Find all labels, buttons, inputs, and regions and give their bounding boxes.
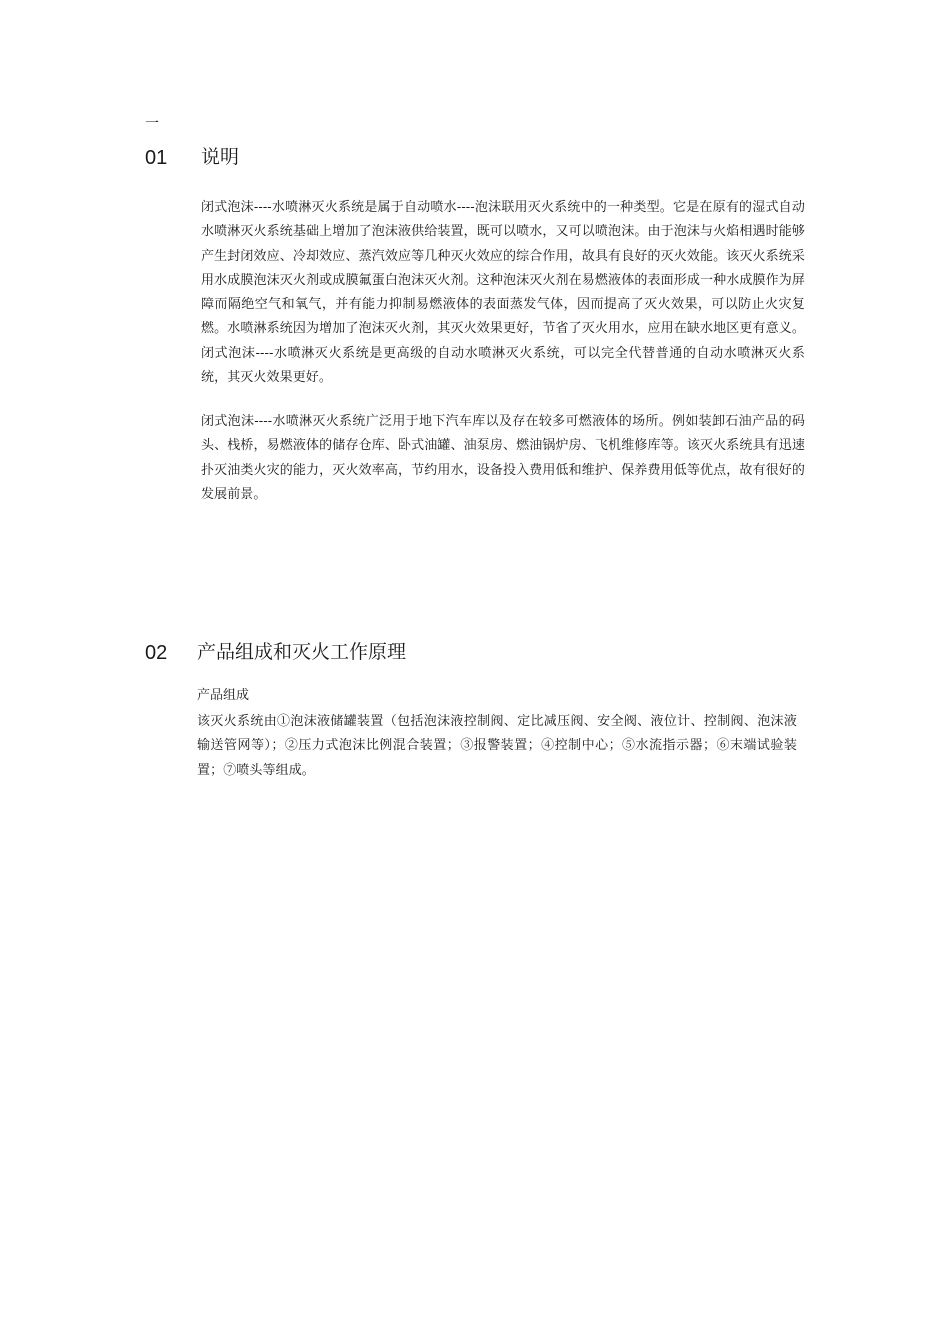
section-number: 02	[145, 642, 168, 664]
section-paragraph: 闭式泡沫----水喷淋灭火系统广泛用于地下汽车库以及存在较多可燃液体的场所。例如装卸石油产品的码头、栈桥，易燃液体的储存仓库、卧式油罐、油泵房、燃油锅炉房、飞机维修库等。该灭火系统具有迅速扑灭油类火灾的能力，灭火效率高，节约用水，设备投入费用低和维护、保养费用低等优点，故有很好的发展前景。	[201, 414, 805, 502]
section-number: 01	[145, 147, 168, 169]
section-paragraph: 闭式泡沫----水喷淋灭火系统是属于自动喷水----泡沫联用灭火系统中的一种类型。它是在原有的湿式自动水喷淋灭火系统基础上增加了泡沫液供给装置，既可以喷水，又可以喷泡沫。由于泡沫与火焰相遇时能够产生封闭效应、冷却效应、蒸汽效应等几种灭火效应的综合作用，故具有良好的灭火效能。该灭火系统采用水成膜泡沫灭火剂或成膜氟蛋白泡沫灭火剂。这种泡沫灭火剂在易燃液体的表面形成一种水成膜作为屏障而隔绝空气和氧气，并有能力抑制易燃液体的表面蒸发气体，因而提高了灭火效果，可以防止火灾复燃。水喷淋系统因为增加了泡沫灭火剂，其灭火效果更好，节省了灭火用水，应用在缺水地区更有意义。闭式泡沫----水喷淋灭火系统是更高级的自动水喷淋灭火系统，可以完全代替普通的自动水喷淋灭火系统，其灭火效果更好。	[201, 200, 805, 386]
header-dash: 一	[145, 116, 159, 132]
section-paragraph: 该灭火系统由①泡沫液储罐装置（包括泡沫液控制阀、定比减压阀、安全阀、液位计、控制阀、泡沫液输送管网等）；②压力式泡沫比例混合装置；③报警装置；④控制中心；⑤水流指示器；⑥末端试验装置；⑦喷头等组成。	[197, 714, 797, 778]
subsection-heading: 产品组成	[197, 688, 250, 703]
section-title: 产品组成和灭火工作原理	[197, 641, 407, 663]
section-title: 说明	[201, 146, 240, 168]
